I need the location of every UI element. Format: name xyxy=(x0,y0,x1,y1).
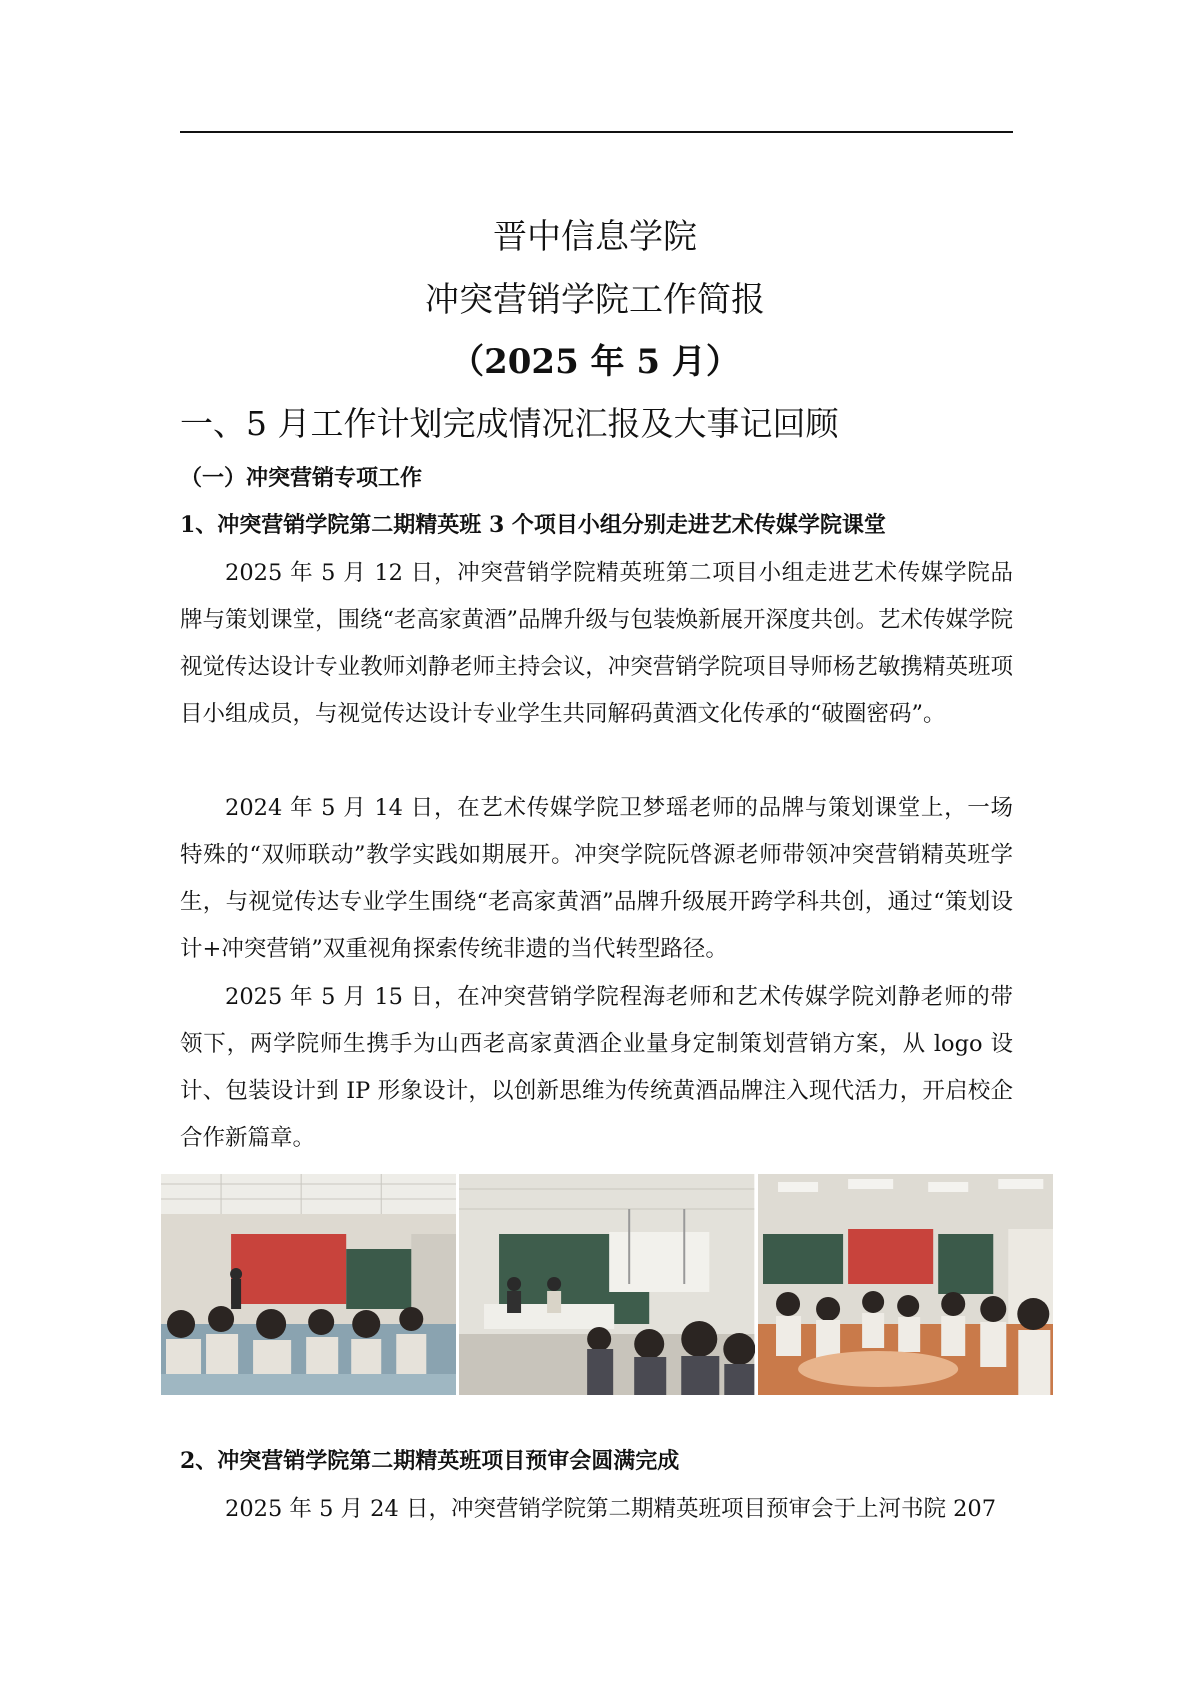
paragraph: 2025 年 5 月 24 日，冲突营销学院第二期精英班项目预审会于上河书院 207 xyxy=(225,1496,997,1522)
paragraph: 2024 年 5 月 14 日，在艺术传媒学院卫梦瑶老师的品牌与策划课堂上，一场特殊的“双师联动”教学实践如期展开。冲突学院阮啓源老师带领冲突营销精英班学生，与视觉传达专业学生围绕“老高家黄酒”品牌升级展开跨学科共创，通过“策划设计+冲突营销”双重视角探索传统非遗的当代转型路径。 xyxy=(180,795,1013,962)
item1-heading: 1、冲突营销学院第二期精英班 3 个项目小组分别走进艺术传媒学院课堂 xyxy=(180,512,886,538)
institution-name: 晋中信息学院 xyxy=(493,217,697,257)
report-issue: （2025 年 5 月） xyxy=(450,342,740,382)
item2-heading: 2、冲突营销学院第二期精英班项目预审会圆满完成 xyxy=(180,1448,680,1474)
classroom-photo-1 xyxy=(161,1174,456,1395)
classroom-photo-3 xyxy=(758,1174,1053,1395)
classroom-photo-2 xyxy=(459,1174,754,1395)
report-title: 冲突营销学院工作简报 xyxy=(425,280,765,320)
paragraph: 2025 年 5 月 15 日，在冲突营销学院程海老师和艺术传媒学院刘静老师的带领下，两学院师生携手为山西老高家黄酒企业量身定制策划营销方案，从 logo 设计、包装设计到 IP 形象设计，以创新思维为传统黄酒品牌注入现代活力，开启校企合作新篇章。 xyxy=(180,984,1013,1151)
photo-strip xyxy=(161,1174,1053,1395)
paragraph: 2025 年 5 月 12 日，冲突营销学院精英班第二项目小组走进艺术传媒学院品牌与策划课堂，围绕“老高家黄酒”品牌升级与包装焕新展开深度共创。艺术传媒学院视觉传达设计专业教师刘静老师主持会议，冲突营销学院项目导师杨艺敏携精英班项目小组成员，与视觉传达设计专业学生共同解码黄酒文化传承的“破圈密码”。 xyxy=(180,560,1014,727)
section-heading: 一、5 月工作计划完成情况汇报及大事记回顾 xyxy=(180,404,839,443)
subsection-heading: （一）冲突营销专项工作 xyxy=(180,465,423,491)
header-rule xyxy=(180,131,1013,133)
